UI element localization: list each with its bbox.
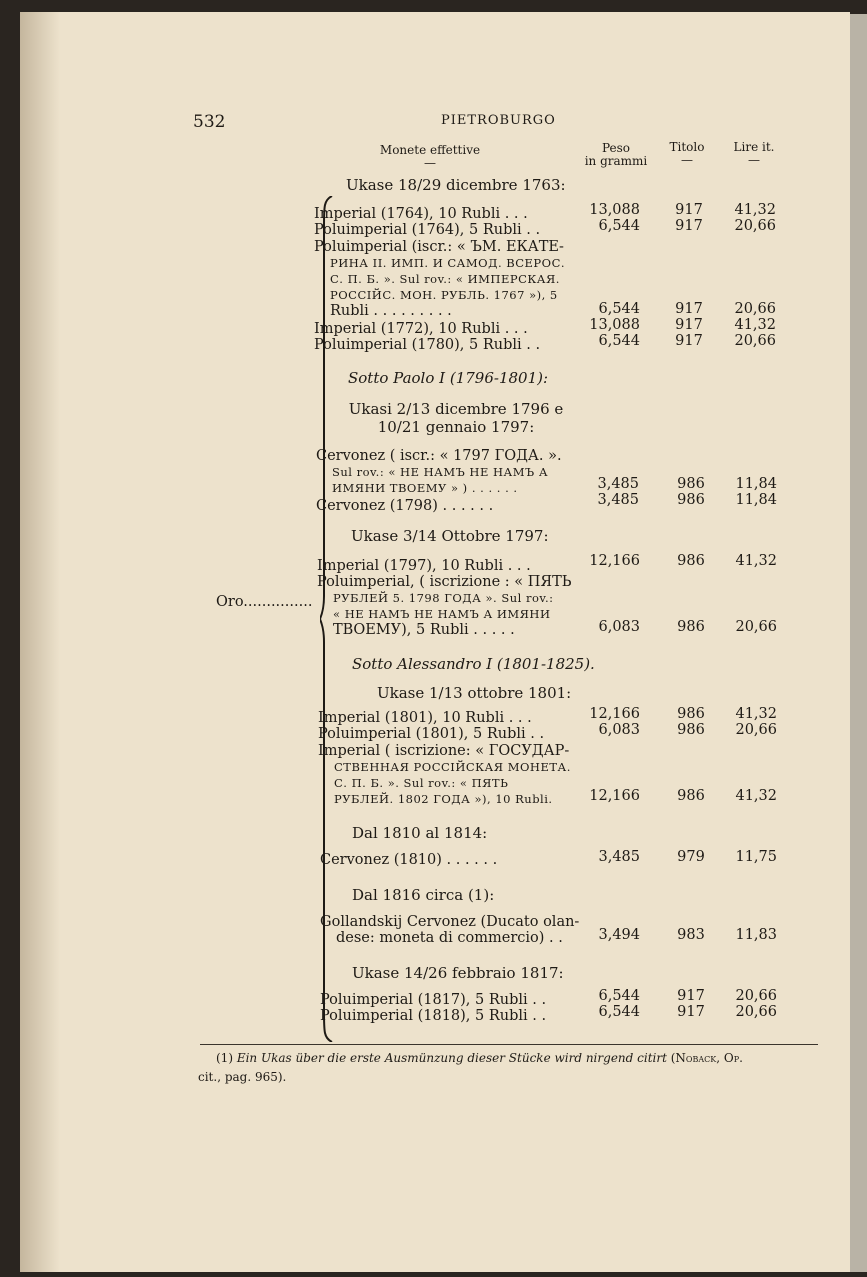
col-header-coin-dash: — [424,156,436,170]
coin-name: Imperial (1797), 10 Rubli . . . [317,558,531,574]
coin-name: Poluimperial (1764), 5 Rubli . . [314,222,541,238]
col-header-fineness [663,141,711,167]
coin-name: Cervonez (1810) . . . . . . [320,852,498,868]
coin-name: Imperial ( iscrizione: « ГОСУДАР- [318,743,570,759]
weight-cell: 13,088 [589,202,640,218]
fineness-cell: 986 [677,553,705,569]
lire-cell: 20,66 [735,988,777,1004]
lire-cell: 41,32 [735,553,777,569]
lire-cell: 20,66 [735,722,777,738]
coin-name-cont: РИНА II. ИМП. И САМОД. ВСЕРОС. [330,256,566,270]
fineness-cell: 986 [677,619,705,635]
coin-name-cont: С. П. Б. ». Sul rov.: « ПЯТЬ [334,776,509,790]
group-label-gold: Oro............... [216,594,313,610]
coin-name-cont: С. П. Б. ». Sul rov.: « ИМПЕРСКАЯ. [330,272,560,286]
table-row [314,222,540,238]
fineness-cell: 986 [677,476,705,492]
weight-cell: 3,485 [598,849,640,865]
fineness-cell: 917 [675,333,703,349]
col-header-coin [370,144,490,170]
coin-name: Imperial (1764), 10 Rubli . . . [314,206,528,222]
table-row [320,914,579,946]
table-row [320,1008,546,1024]
footnote-line2: cit., pag. 965). [198,1070,287,1084]
footnote-italic-text: Ein Ukas über die erste Ausmünzung dieser Stücke wird nirgend citirt [236,1051,667,1065]
section-heading: Ukase 1/13 ottobre 1801: [377,684,572,702]
section-heading: Ukase 18/29 dicembre 1763: [346,176,566,194]
coin-name: Poluimperial (1801), 5 Rubli . . [318,726,545,742]
coin-name-cont: Sul rov.: « НЕ НАМЪ НЕ НАМЪ А [332,465,549,479]
coin-name: Imperial (1772), 10 Rubli . . . [314,321,528,337]
table-row [320,992,546,1008]
coin-name-cont: dese: moneta di commercio) . . [336,930,563,946]
fineness-cell: 986 [677,492,705,508]
fineness-cell: 983 [677,927,705,943]
fineness-cell: 917 [677,988,705,1004]
table-row [314,337,540,353]
coin-name: Cervonez (1798) . . . . . . [316,498,494,514]
lire-cell: 20,66 [735,619,777,635]
section-heading-line: 10/21 gennaio 1797: [377,418,535,436]
table-row [316,448,562,496]
coin-name: Poluimperial (1818), 5 Rubli . . [320,1008,547,1024]
table-row [318,710,532,726]
coin-name-cont: РУБЛЕЙ. 1802 ГОДА »), 10 Rubli. [334,792,553,806]
weight-cell: 13,088 [589,317,640,333]
table-row [314,321,528,337]
weight-cell: 6,544 [598,1004,640,1020]
lire-cell: 11,84 [735,492,777,508]
weight-cell: 6,544 [598,988,640,1004]
coin-name-cont: СТВЕННАЯ РОССІЙСКАЯ МОНЕТА. [334,760,571,774]
coin-name-cont: РУБЛЕЙ 5. 1798 ГОДА ». Sul rov.: [333,591,554,605]
lire-cell: 41,32 [735,788,777,804]
coin-name-cont: РОССІЙС. МОН. РУБЛЬ. 1767 »), 5 [330,288,558,302]
coin-name-cont: Rubli . . . . . . . . . [330,303,452,319]
col-header-lire [726,141,782,167]
coin-name: Poluimperial (1780), 5 Rubli . . [314,337,541,353]
section-heading: Dal 1810 al 1814: [352,824,488,842]
section-heading: Sotto Alessandro I (1801-1825). [352,655,595,673]
fineness-cell: 986 [677,788,705,804]
weight-cell: 6,544 [598,301,640,317]
weight-cell: 12,166 [589,788,640,804]
col-header-lire-dash: — [748,153,760,167]
fineness-cell: 986 [677,706,705,722]
table-row [317,574,572,638]
weight-cell: 3,485 [597,476,639,492]
weight-cell: 12,166 [589,706,640,722]
section-heading: Dal 1816 circa (1): [352,886,495,904]
lire-cell: 11,75 [735,849,777,865]
fineness-cell: 917 [675,202,703,218]
weight-cell: 3,494 [598,927,640,943]
section-heading: Ukase 3/14 Ottobre 1797: [351,527,549,545]
fineness-cell: 917 [675,317,703,333]
col-header-lire-label: Lire it. [733,140,775,154]
running-head: PIETROBURGO [441,113,556,128]
fineness-cell: 979 [677,849,705,865]
coin-name: Poluimperial (1817), 5 Rubli . . [320,992,547,1008]
table-row [320,852,497,868]
col-header-weight [580,142,652,168]
coin-name: Gollandskij Cervonez (Ducato olan- [320,914,580,930]
book-page [20,12,850,1272]
coin-name: Poluimperial, ( iscrizione : « ПЯТЬ [317,574,572,590]
weight-cell: 6,083 [598,619,640,635]
table-row [318,743,571,807]
coin-name-cont: ТВОЕМУ), 5 Rubli . . . . . [333,622,515,638]
page-number: 532 [193,112,226,132]
lire-cell: 41,32 [735,706,777,722]
coin-name: Poluimperial (iscr.: « ЪМ. ЕКАТЕ- [314,239,564,255]
col-header-coin-label: Monete effettive [379,143,481,157]
table-row [314,239,565,319]
fineness-cell: 917 [677,1004,705,1020]
table-row [314,206,528,222]
section-heading: Sotto Paolo I (1796-1801): [348,369,549,387]
section-heading [348,400,564,436]
table-row [317,558,531,574]
fineness-cell: 917 [675,218,703,234]
footnote [198,1049,743,1087]
fineness-cell: 986 [677,722,705,738]
weight-cell: 6,544 [598,333,640,349]
lire-cell: 20,66 [734,218,776,234]
footnote-marker: (1) [216,1051,233,1065]
col-header-weight-line2: in grammi [584,154,648,168]
coin-name-cont: ИМЯНИ ТВОЕМУ » ) . . . . . . [332,481,518,495]
lire-cell: 11,83 [735,927,777,943]
table-row [316,498,493,514]
weight-cell: 12,166 [589,553,640,569]
lire-cell: 11,84 [735,476,777,492]
table-row [318,726,544,742]
lire-cell: 20,66 [734,333,776,349]
footnote-rule [200,1044,818,1045]
weight-cell: 6,083 [598,722,640,738]
fineness-cell: 917 [675,301,703,317]
weight-cell: 3,485 [597,492,639,508]
col-header-fineness-label: Titolo [669,140,705,154]
lire-cell: 20,66 [735,1004,777,1020]
coin-name-cont: « НЕ НАМЪ НЕ НАМЪ А ИМЯНИ [333,607,551,621]
lire-cell: 41,32 [734,202,776,218]
col-header-fineness-dash: — [681,153,693,167]
lire-cell: 20,66 [734,301,776,317]
coin-name: Cervonez ( iscr.: « 1797 ГОДА. ». [316,448,562,464]
next-page-edge [850,14,867,1272]
section-heading: Ukase 14/26 febbraio 1817: [352,964,564,982]
col-header-weight-line1: Peso [601,141,631,155]
coin-name: Imperial (1801), 10 Rubli . . . [318,710,532,726]
footnote-source: (Noback, Op. [670,1051,743,1065]
lire-cell: 41,32 [734,317,776,333]
section-heading-line: Ukasi 2/13 dicembre 1796 e [348,400,564,418]
weight-cell: 6,544 [598,218,640,234]
